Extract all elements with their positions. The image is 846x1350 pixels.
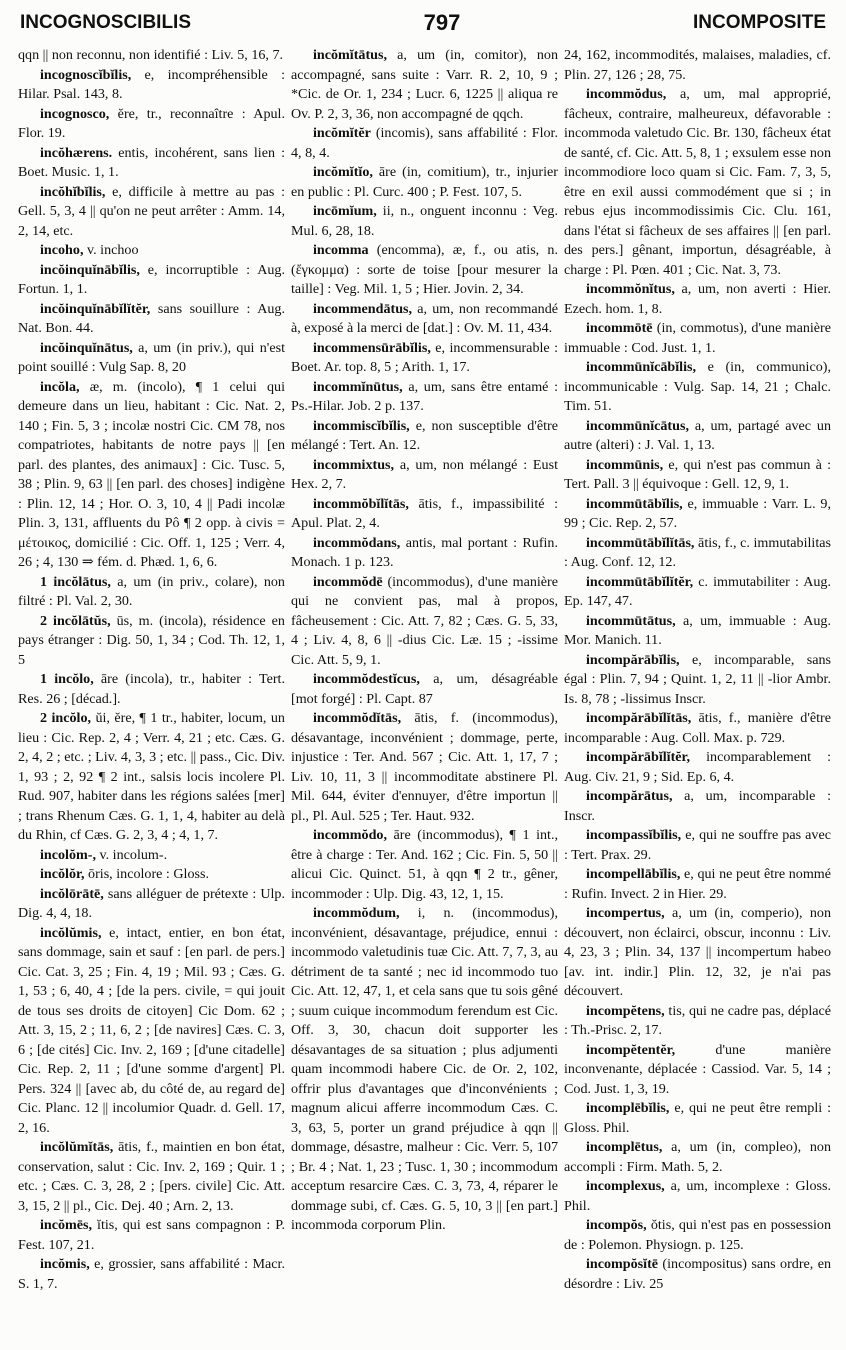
dictionary-entry bbox=[291, 904, 558, 1236]
entry-text: c. immutabiliter : Aug. Ep. 147, 47. bbox=[564, 573, 831, 609]
dictionary-entry bbox=[564, 495, 831, 534]
dictionary-entry bbox=[18, 865, 285, 885]
headword: incŏmĭtātus, bbox=[313, 47, 387, 63]
dictionary-entry bbox=[564, 787, 831, 826]
entry-text: entis, incohérent, sans lien : Boet. Music. 1, 1. bbox=[18, 144, 285, 180]
entry-text: e, qui n'est pas commun à : Tert. Pall. 3 || équivoque : Gell. 12, 9, 1. bbox=[564, 456, 831, 492]
dictionary-entry bbox=[564, 651, 831, 710]
entry-text: āre (incola), tr., habiter : Tert. Res. 26 ; [décad.]. bbox=[18, 671, 285, 707]
headword: 1 incŏlātus, bbox=[40, 573, 111, 590]
left-running-head: INCOGNOSCIBILIS bbox=[20, 12, 192, 33]
dictionary-entry bbox=[564, 1041, 831, 1100]
headword: incompellābĭlis, bbox=[586, 866, 681, 882]
dictionary-entry bbox=[564, 280, 831, 319]
headword: incŏlŏr, bbox=[40, 866, 85, 882]
headword: incommŏbĭlĭtās, bbox=[313, 495, 409, 512]
entry-text: ātis, f., c. immutabilitas : Aug. Conf. 12, 12. bbox=[564, 534, 831, 570]
entry-text: a, um, incomplexe : Gloss. Phil. bbox=[564, 1178, 831, 1214]
entry-text: a, um (in priv., colare), non filtré : Pl. Val. 2, 30. bbox=[18, 573, 285, 609]
headword: incomplexus, bbox=[586, 1178, 665, 1194]
headword: incommixtus, bbox=[313, 456, 395, 473]
headword: incompŏsĭtē bbox=[586, 1256, 659, 1272]
headword: incommūnĭcābĭlis, bbox=[586, 359, 697, 375]
dictionary-entry bbox=[291, 573, 558, 671]
entry-text: (in, commotus), d'une manière immuable : Cod. Just. 1, 1. bbox=[564, 320, 831, 356]
entry-text: ūs, m. (incola), résidence en pays étranger : Dig. 50, 1, 34 ; Cod. Th. 12, 1, 5 bbox=[18, 612, 285, 668]
dictionary-entry bbox=[564, 904, 831, 1002]
headword: incŏlŭmĭtās, bbox=[40, 1139, 114, 1155]
headword: incommŏdans, bbox=[313, 534, 401, 551]
dictionary-entry bbox=[564, 709, 831, 748]
dictionary-entry bbox=[18, 573, 285, 612]
headword: incommūnis, bbox=[586, 456, 664, 473]
entry-text: e, incorruptible : Aug. Fortun. 1, 1. bbox=[18, 261, 285, 297]
dictionary-entry bbox=[291, 826, 558, 904]
dictionary-entry bbox=[291, 456, 558, 495]
headword: incŏmĭtĕr bbox=[313, 125, 371, 141]
dictionary-entry bbox=[291, 495, 558, 534]
headword: incŏhærens. bbox=[40, 144, 113, 161]
entry-text: 24, 162, incommodités, malaises, maladies, cf. Plin. 27, 126 ; 28, 75. bbox=[564, 47, 831, 83]
entry-text: a, um, mal approprié, fâcheux, contraire, malheureux, défavorable : incommoda valetudo Cic. Br. 130, fâcheux état de santé, cf. Cic. Att. 5, 8, 1 ; exsulem esse non incommodiore loco quam si Cic. Fam. 7, 3, 5, être en exil aussi commodément que si ; in rebus ejus incommodissimis Cic. Clu. 161, dans l'état si fâcheux de ses affaires || [en parl. des pers.] gênant, importun, désagréable, à charge : Pl. Pœn. 401 ; Cic. Nat. 3, 73. bbox=[564, 86, 831, 278]
dictionary-entry bbox=[18, 885, 285, 924]
headword: incompĕtens, bbox=[586, 1002, 665, 1019]
dictionary-entry bbox=[564, 85, 831, 280]
entry-text: e, incompréhensible : Hilar. Psal. 143, 8. bbox=[18, 66, 285, 102]
headword: incŏmis, bbox=[40, 1256, 90, 1272]
dictionary-entry bbox=[18, 339, 285, 378]
headword: incompărātus, bbox=[586, 788, 673, 804]
dictionary-entry bbox=[18, 846, 285, 866]
entry-text: ātis, f. (incommodus), désavantage, inconvénient ; dommage, perte, injustice : Ter. And. 567 ; Cic. Att. 1, 17, 7 ; Liv. 10, 11, 3 || incommoditate abstinere Pl. Mil. 644, éviter d'ennuyer, d'être importun || pl., Pl. Aul. 525 ; Ter. Haut. 932. bbox=[291, 710, 558, 824]
dictionary-entry bbox=[18, 144, 285, 183]
dictionary-entry bbox=[291, 163, 558, 202]
dictionary-entry bbox=[291, 534, 558, 573]
dictionary-entry bbox=[291, 378, 558, 417]
headword: incŏinquĭnātus, bbox=[40, 339, 133, 356]
headword: incommūtābĭlis, bbox=[586, 495, 683, 512]
dictionary-entry bbox=[18, 105, 285, 144]
dictionary-entry bbox=[18, 261, 285, 300]
entry-text: a, um (in, compleo), non accompli : Firm. Math. 5, 2. bbox=[564, 1139, 831, 1175]
entry-text: sans souillure : Aug. Nat. Bon. 44. bbox=[18, 300, 285, 336]
entry-text: incomparablement : Aug. Civ. 21, 9 ; Sid. Ep. 6, 4. bbox=[564, 749, 831, 785]
page-header bbox=[20, 8, 826, 38]
headword: incolŏm-, bbox=[40, 846, 96, 863]
headword: incommŏnĭtus, bbox=[586, 281, 675, 297]
headword: incŏla, bbox=[40, 378, 80, 395]
headword: incommŏdē bbox=[313, 573, 383, 590]
dictionary-entry bbox=[18, 66, 285, 105]
entry-text: ātis, f., maintien en bon état, conservation, salut : Cic. Inv. 2, 169 ; Quir. 1 ; etc. ; Cæs. C. 3, 28, 2 ; [pers. civile] Cic. Att. 3, 15, 2 || pl., Cic. Dej. 40 ; Arn. 2, 13. bbox=[18, 1139, 285, 1214]
headword: 2 incŏlo, bbox=[40, 710, 92, 726]
headword: incŏinquĭnābĭlis, bbox=[40, 261, 140, 278]
dictionary-entry bbox=[291, 709, 558, 826]
headword: incompertus, bbox=[586, 905, 665, 921]
entry-text: ātis, f., manière d'être incomparable : Aug. Coll. Max. p. 729. bbox=[564, 710, 831, 746]
entry-text: e, difficile à mettre au pas : Gell. 5, 3, 4 || qu'on ne peut arrêter : Amm. 14, 2, 14, etc. bbox=[18, 183, 285, 239]
entry-text: (encomma), æ, f., ou atis, n. (ἔγκομμα) : sorte de toise [pour mesurer la taille] : Veg. Mil. 1, 5 ; Hier. Jovin. 2, 34. bbox=[291, 242, 558, 297]
entry-text: āre (in, comitium), tr., injurier en public : Pl. Curc. 400 ; P. Fest. 107, 5. bbox=[291, 164, 558, 200]
dictionary-entry bbox=[291, 241, 558, 300]
headword: incompĕtentĕr, bbox=[586, 1041, 676, 1058]
dictionary-entry bbox=[291, 300, 558, 339]
dictionary-entry bbox=[291, 339, 558, 378]
column-1 bbox=[18, 46, 285, 1344]
dictionary-entry bbox=[18, 378, 285, 573]
headword: incoho, bbox=[40, 242, 84, 258]
entry-text: e, intact, entier, en bon état, sans dommage, sain et sauf : [en parl. de pers.] Cic. Cat. 3, 25 ; Fin. 4, 19 ; Mil. 93 ; Cæs. G. 1, 53 ; 6, 40, 4 ; [de la pers. civile, = qui jouit de tous ses droits de citoyen] Cic Dom. 62 ; Att. 3, 15, 2 ; 11, 6, 2 ; [de navires] Cæs. C. 3, 6 ; [de cités] Cic. Inv. 2, 169 ; [d'une citadelle] Cic. Rep. 2, 11 ; [d'une somme d'argent] Pl. Pers. 324 || [avec ab, du côté de, au regard de] Cic. Planc. 12 || incolumior Quadr. d. Gell. 17, 2, 16. bbox=[18, 924, 285, 1136]
entry-text: sans alléguer de prétexte : Ulp. Dig. 4, 4, 18. bbox=[18, 885, 285, 921]
entry-text: a, um (in, comitor), non accompagné, sans suite : Varr. R. 2, 10, 9 ; *Cic. de Or. 1, 234 ; Lucr. 6, 1225 || aliqua re Ov. P. 2, 3, 36, non accompagné de qqch. bbox=[291, 47, 558, 122]
entry-text: antis, mal portant : Rufin. Monach. 1 p. 123. bbox=[291, 534, 558, 570]
headword: incŏlŭmis, bbox=[40, 924, 102, 941]
entry-text: a, um, non averti : Hier. Ezech. hom. 1, 8. bbox=[564, 281, 831, 317]
headword: incommendātus, bbox=[313, 300, 413, 317]
headword: incomplētus, bbox=[586, 1139, 663, 1155]
headword: incŏlōrātē, bbox=[40, 885, 104, 902]
dictionary-entry bbox=[564, 319, 831, 358]
dictionary-entry bbox=[564, 1138, 831, 1177]
entry-text: e, incommensurable : Boet. Ar. top. 8, 5 ; Arith. 1, 17. bbox=[291, 339, 558, 375]
headword: incommūtābĭlĭtās, bbox=[586, 534, 695, 551]
headword: incompassĭbĭlis, bbox=[586, 827, 682, 843]
headword: incommensūrābĭlis, bbox=[313, 339, 431, 356]
entry-text: ĭtis, qui est sans compagnon : P. Fest. 107, 21. bbox=[18, 1217, 285, 1253]
entry-text: e, incomparable, sans égal : Plin. 7, 94 ; Quint. 1, 2, 11 || -lior Ambr. Is. 8, 78 ; -lissimus Inscr. bbox=[564, 651, 831, 707]
right-running-head: INCOMPOSITE bbox=[692, 12, 826, 33]
dictionary-entry bbox=[18, 46, 285, 66]
dictionary-entry bbox=[564, 1216, 831, 1255]
dictionary-entry bbox=[18, 1255, 285, 1294]
entry-text: e (in, communico), incommunicable : Vulg. Sap. 14, 21 ; Chalc. Tim. 51. bbox=[564, 359, 831, 414]
headword: incŏhĭbĭlis, bbox=[40, 183, 106, 200]
entry-text: a, um, immuable : Aug. Mor. Manich. 11. bbox=[564, 612, 831, 648]
headword: incompărābĭlĭtās, bbox=[586, 710, 692, 726]
dictionary-entry bbox=[18, 1138, 285, 1216]
entry-text: a, um, non mélangé : Eust Hex. 2, 7. bbox=[291, 456, 558, 492]
entry-text: e, grossier, sans affabilité : Macr. S. 1, 7. bbox=[18, 1256, 285, 1292]
entry-text: a, um (in, comperio), non découvert, non éclairci, obscur, inconnu : Liv. 4, 23, 3 ; Plin. 34, 137 || incompertum habeo [av. int. indir.] Plin. 12, 32, je n'ai pas découvert. bbox=[564, 905, 831, 999]
dictionary-entry bbox=[18, 241, 285, 261]
headword: incommūtātus, bbox=[586, 612, 676, 629]
dictionary-entry bbox=[18, 300, 285, 339]
entry-text: qqn || non reconnu, non identifié : Liv. 5, 16, 7. bbox=[18, 47, 284, 63]
entry-text: ĕre, tr., reconnaître : Apul. Flor. 19. bbox=[18, 105, 285, 141]
entry-text: āre (incommodus), ¶ 1 int., être à charge : Ter. And. 162 ; Cic. Fin. 5, 50 || alicui Cic. Quinct. 51, à qqn ¶ 2 tr., gêner, incommoder : Ulp. Dig. 43, 12, 1, 15. bbox=[291, 827, 558, 902]
dictionary-entry bbox=[564, 1255, 831, 1294]
headword: incompărābĭlĭtĕr, bbox=[586, 749, 691, 765]
dictionary-entry bbox=[18, 183, 285, 242]
entry-text: e, qui ne peut être nommé : Rufin. Invect. 2 in Hier. 29. bbox=[564, 866, 831, 902]
entry-text: (incompositus) sans ordre, en désordre : Liv. 25 bbox=[564, 1256, 831, 1292]
dictionary-entry bbox=[564, 46, 831, 85]
entry-text: ŏtis, qui n'est pas en possession de : Polemon. Physiogn. p. 125. bbox=[564, 1217, 831, 1253]
entry-text: a, um, non recommandé à, exposé à la merci de [dat.] : Ov. M. 11, 434. bbox=[291, 300, 558, 336]
dictionary-entry bbox=[564, 417, 831, 456]
dictionary-entry bbox=[18, 709, 285, 846]
headword: incompărābĭlis, bbox=[586, 651, 680, 668]
headword: incommŏdĭtās, bbox=[313, 710, 402, 726]
dictionary-entry bbox=[564, 1177, 831, 1216]
entry-text: a, um, sans être entamé : Ps.-Hilar. Job. 2 p. 137. bbox=[291, 378, 558, 414]
entry-text: æ, m. (incolo), ¶ 1 celui qui demeure dans un lieu, habitant : Cic. Nat. 2, 140 ; Fin. 5, 3 ; incolæ nostri Cic. CM 78, nos compatriotes, habitants de notre pays || [en parl. des plantes, des animaux] : Cic. Tusc. 5, 38 ; Plin. 9, 63 || [en parl. des choses] indigène : Plin. 12, 14 ; Hor. O. 3, 10, 4 || Padi incolæ Plin. 3, 131, affluents du Pô ¶ 2 opp. à civis = μέτοικος, domicilié : Cic. Off. 1, 125 ; Verr. 4, 26 ; 4, 130 ⇒ fém. d. Phæd. 1, 6, 6. bbox=[18, 378, 285, 570]
headword: incommŏdus, bbox=[586, 86, 667, 102]
entry-text: (incomis), sans affabilité : Flor. 4, 8, 4. bbox=[291, 125, 558, 161]
text-columns bbox=[18, 46, 831, 1344]
entry-text: ŭi, ĕre, ¶ 1 tr., habiter, locum, un lieu : Cic. Rep. 2, 4 ; Verr. 4, 21 ; etc. Cæs. G. 2, 4, 2 ; etc. ; Liv. 4, 3, 3 ; etc. || pass., Cic. Div. 1, 93 ; 2, 92 ¶ 2 int., salsis locis incolere Pl. Rud. 907, habiter dans les régions salées [mer] ; trans Rhenum Cæs. G. 1, 1, 4, habiter au delà du Rhin, cf Cæs. G. 2, 3, 4 ; 4, 1, 7. bbox=[18, 710, 285, 843]
dictionary-entry bbox=[564, 534, 831, 573]
entry-text: a, um (in priv.), qui n'est point souillé : Vulg Sap. 8, 20 bbox=[18, 339, 285, 375]
headword: incommĭnūtus, bbox=[313, 378, 403, 395]
entry-text: a, um, désagréable [mot forgé] : Pl. Capt. 87 bbox=[291, 671, 558, 707]
column-3 bbox=[564, 46, 831, 1344]
dictionary-entry bbox=[564, 612, 831, 651]
dictionary-entry bbox=[18, 612, 285, 671]
dictionary-entry bbox=[564, 456, 831, 495]
headword: 1 incŏlo, bbox=[40, 671, 94, 687]
page-number: 797 bbox=[423, 10, 461, 35]
headword: 2 incŏlātŭs, bbox=[40, 612, 111, 629]
entry-text: e, qui ne peut être rempli : Gloss. Phil. bbox=[564, 1100, 831, 1136]
headword: incommūtābĭlĭtĕr, bbox=[586, 573, 694, 590]
headword: incōmĭum, bbox=[313, 203, 377, 219]
headword: incompŏs, bbox=[586, 1217, 647, 1233]
headword: incŏinquĭnābĭlĭtĕr, bbox=[40, 300, 151, 317]
headword: incomma bbox=[313, 242, 369, 258]
headword: incommŏdo, bbox=[313, 827, 387, 843]
dictionary-entry bbox=[291, 46, 558, 124]
entry-text: i, n. (incommodus), inconvénient, désavantage, préjudice, ennui : incommodo valetudinis tuæ Cic. Att. 7, 7, 3, au détriment de ta santé ; nec id incommodo tuo Cic. Att. 12, 47, 1, et cela sans que tu sois gêné ; suum cuique incommodum ferendum est Cic. Off. 3, 30, chacun doit supporter les désavantages de sa situation ; plus adjumenti quam incommodi habere Cic. de Or. 2, 102, offrir plus d'avantages que d'inconvénients ; magnum alicui afferre incommodum Cæs. C. 3, 63, 5, porter un grand préjudice à qqn || dommage, désastre, malheur : Cic. Verr. 5, 107 ; Br. 4 ; Nat. 1, 23 ; Tusc. 1, 30 ; incommodum acceptum resarcire Cæs. C. 3, 73, 4, réparer le dommage subi, cf. Cæs. G. 5, 10, 3 || [en part.] incommoda corporum Plin. bbox=[291, 905, 558, 1233]
headword: incognoscĭbĭlis, bbox=[40, 66, 132, 83]
dictionary-entry bbox=[564, 1099, 831, 1138]
dictionary-entry bbox=[564, 358, 831, 417]
entry-text: ātis, f., impassibilité : Apul. Plat. 2, 4. bbox=[291, 495, 558, 531]
entry-text: e, immuable : Varr. L. 9, 99 ; Cic. Rep. 2, 57. bbox=[564, 495, 831, 531]
headword: incognosco, bbox=[40, 105, 110, 122]
dictionary-entry bbox=[564, 1002, 831, 1041]
entry-text: v. inchoo bbox=[83, 242, 139, 258]
entry-text: v. incolum-. bbox=[95, 846, 168, 863]
entry-text: tis, qui ne cadre pas, déplacé : Th.-Prisc. 2, 17. bbox=[564, 1002, 831, 1038]
dictionary-entry bbox=[291, 417, 558, 456]
headword: incomplēbĭlis, bbox=[586, 1100, 670, 1116]
column-2 bbox=[291, 46, 558, 1344]
entry-text: ōris, incolore : Gloss. bbox=[84, 866, 209, 882]
entry-text: a, um, incomparable : Inscr. bbox=[564, 788, 831, 824]
dictionary-entry bbox=[291, 202, 558, 241]
entry-text: (incommodus), d'une manière qui ne convient pas, mal à propos, fâcheusement : Cic. Att. 7, 82 ; Cæs. G. 5, 33, 4 ; Liv. 4, 8, 6 || -dius Cic. Læ. 15 ; -issime Cic. Att. 5, 9, 1. bbox=[291, 573, 558, 668]
dictionary-entry bbox=[291, 124, 558, 163]
entry-text: ii, n., onguent inconnu : Veg. Mul. 6, 28, 18. bbox=[291, 203, 558, 239]
entry-text: a, um, partagé avec un autre (alteri) : J. Val. 1, 13. bbox=[564, 417, 831, 453]
dictionary-entry bbox=[18, 924, 285, 1139]
entry-text: d'une manière inconvenante, déplacée : Cassiod. Var. 5, 14 ; Cod. Just. 1, 3, 19. bbox=[564, 1041, 831, 1097]
headword: incommōtē bbox=[586, 320, 653, 336]
dictionary-entry bbox=[564, 748, 831, 787]
headword: incŏmēs, bbox=[40, 1217, 93, 1233]
dictionary-entry bbox=[564, 573, 831, 612]
dictionary-entry bbox=[18, 670, 285, 709]
dictionary-entry bbox=[564, 826, 831, 865]
entry-text: e, non susceptible d'être mélangé : Tert. An. 12. bbox=[291, 417, 558, 453]
dictionary-entry bbox=[291, 670, 558, 709]
headword: incommŏdum, bbox=[313, 905, 400, 921]
headword: incommūnĭcātus, bbox=[586, 417, 689, 434]
headword: incŏmĭtĭo, bbox=[313, 164, 373, 180]
entry-text: e, qui ne souffre pas avec : Tert. Prax. 29. bbox=[564, 827, 831, 863]
headword: incommiscĭbĭlis, bbox=[313, 417, 410, 434]
headword: incommŏdestĭcus, bbox=[313, 671, 420, 687]
dictionary-entry bbox=[18, 1216, 285, 1255]
dictionary-entry bbox=[564, 865, 831, 904]
